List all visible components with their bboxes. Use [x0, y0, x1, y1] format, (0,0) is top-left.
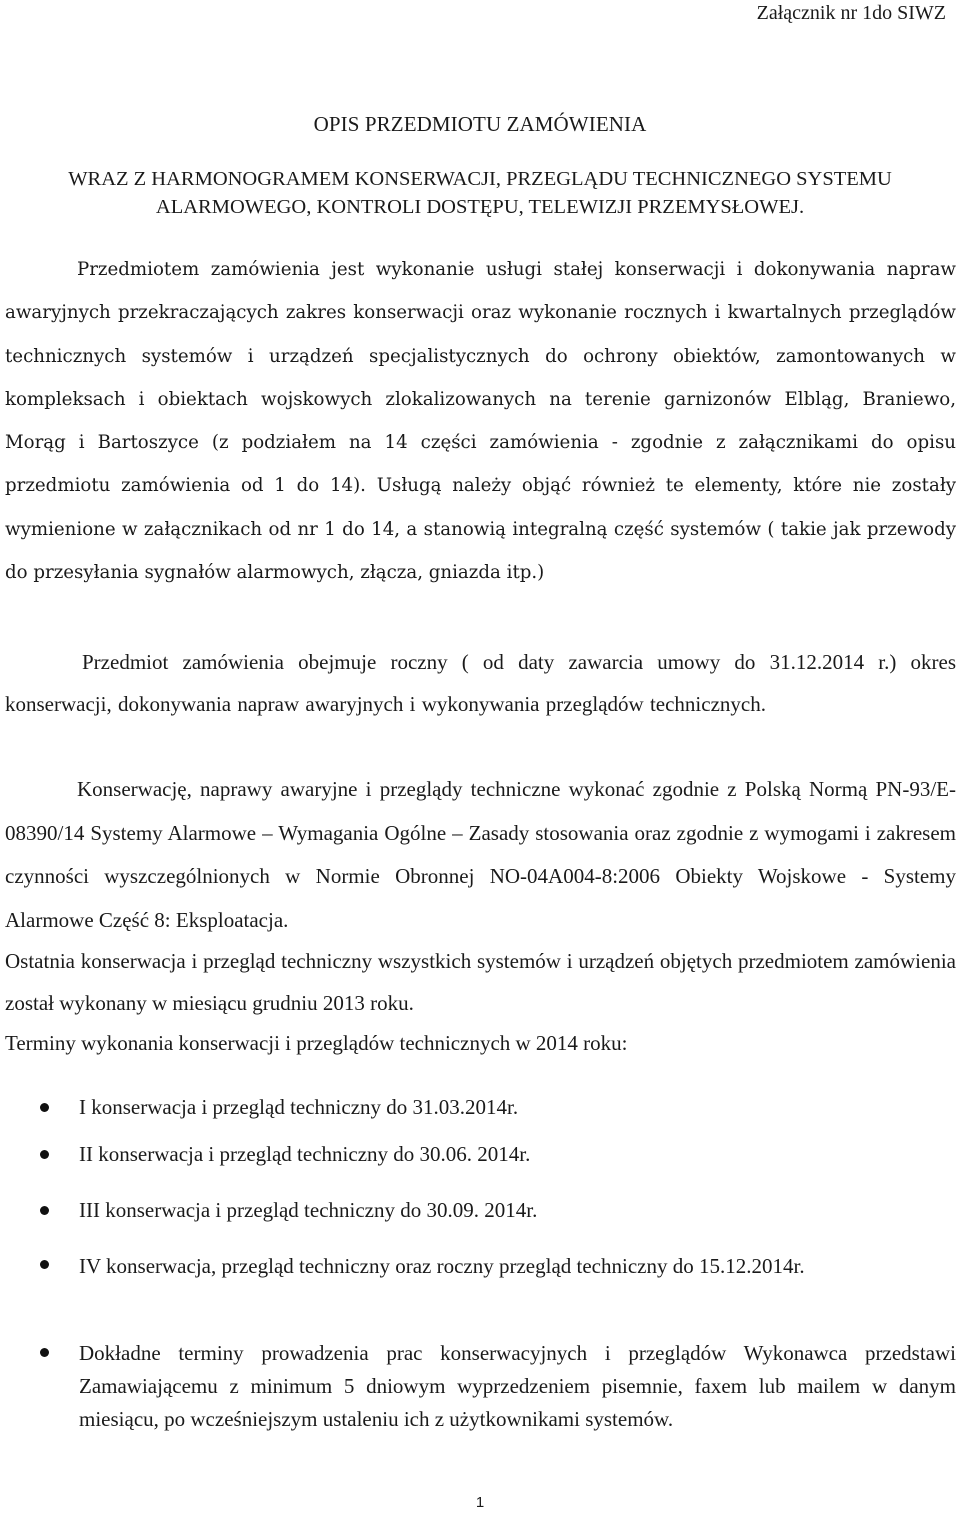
list-item: Dokładne terminy prowadzenia prac konserwacyjnych i przeglądów Wykonawca przedstawi Zamawiającemu z minimum 5 dniowym wyprzedzeniem pisemnie, faxem lub mailem w danym miesiącu, po wcześniejszym ustaleniu ich z użytkownikami systemów. [79, 1337, 956, 1436]
paragraph-duration: Przedmiot zamówienia obejmuje roczny ( od daty zawarcia umowy do 31.12.2014 r.) okres konserwacji, dokonywania napraw awaryjnych i wykonywania przeglądów technicznych. [5, 650, 956, 716]
paragraph-standards: Konserwację, naprawy awaryjne i przeglądy techniczne wykonać zgodnie z Polską Normą PN-93/E-08390/14 Systemy Alarmowe – Wymagania Ogólne – Zasady stosowania oraz zgodnie z wymogami i zakresem czynności wyszczególnionych w Normie Obronnej NO-04A004-8:2006 Obiekty Wojskowe - Systemy Alarmowe Część 8: Eksploatacja. [5, 777, 956, 933]
document-subtitle: WRAZ Z HARMONOGRAMEM KONSERWACJI, PRZEGLĄDU TECHNICZNEGO SYSTEMU ALARMOWEGO, KONTROLI DOSTĘPU, TELEWIZJI PRZEMYSŁOWEJ. [68, 168, 892, 218]
document-title: OPIS PRZEDMIOTU ZAMÓWIENIA [313, 112, 647, 136]
list-item: II konserwacja i przegląd techniczny do 30.06. 2014r. [79, 1139, 956, 1169]
paragraph-scope: Przedmiotem zamówienia jest wykonanie usługi stałej konserwacji i dokonywania napraw awaryjnych przekraczających zakres konserwacji oraz wykonanie rocznych i kwartalnych przeglądów technicznych systemów i urządzeń specjalistycznych do ochrony obiektów, zamontowanych w kompleksach i obiektach wojskowych zlokalizowanych na terenie garnizonów Elbląg, Braniewo, Morąg i Bartoszyce (z podziałem na 14 części zamówienia - zgodnie z załącznikami do opisu przedmiotu zamówienia od 1 do 14). Usługą należy objąć również te elementy, które nie zostały wymienione w załącznikach od nr 1 do 14, a stanowią integralną część systemów ( takie jak przewody do przesyłania sygnałów alarmowych, złącza, gniazda itp.) [5, 259, 956, 584]
list-item: III konserwacja i przegląd techniczny do 30.09. 2014r. [79, 1195, 956, 1225]
paragraph-last-maintenance: Ostatnia konserwacja i przegląd techniczny wszystkich systemów i urządzeń objętych przedmiotem zamówienia został wykonany w miesiącu grudniu 2013 roku. [5, 949, 956, 1015]
page-number: 1 [475, 1494, 485, 1511]
list-item: I konserwacja i przegląd techniczny do 31.03.2014r. [79, 1092, 956, 1122]
paragraph-schedule-heading: Terminy wykonania konserwacji i przeglądów technicznych w 2014 roku: [5, 1031, 628, 1055]
attachment-label: Załącznik nr 1do SIWZ [756, 2, 946, 24]
list-item: IV konserwacja, przegląd techniczny oraz roczny przegląd techniczny do 15.12.2014r. [79, 1249, 956, 1283]
